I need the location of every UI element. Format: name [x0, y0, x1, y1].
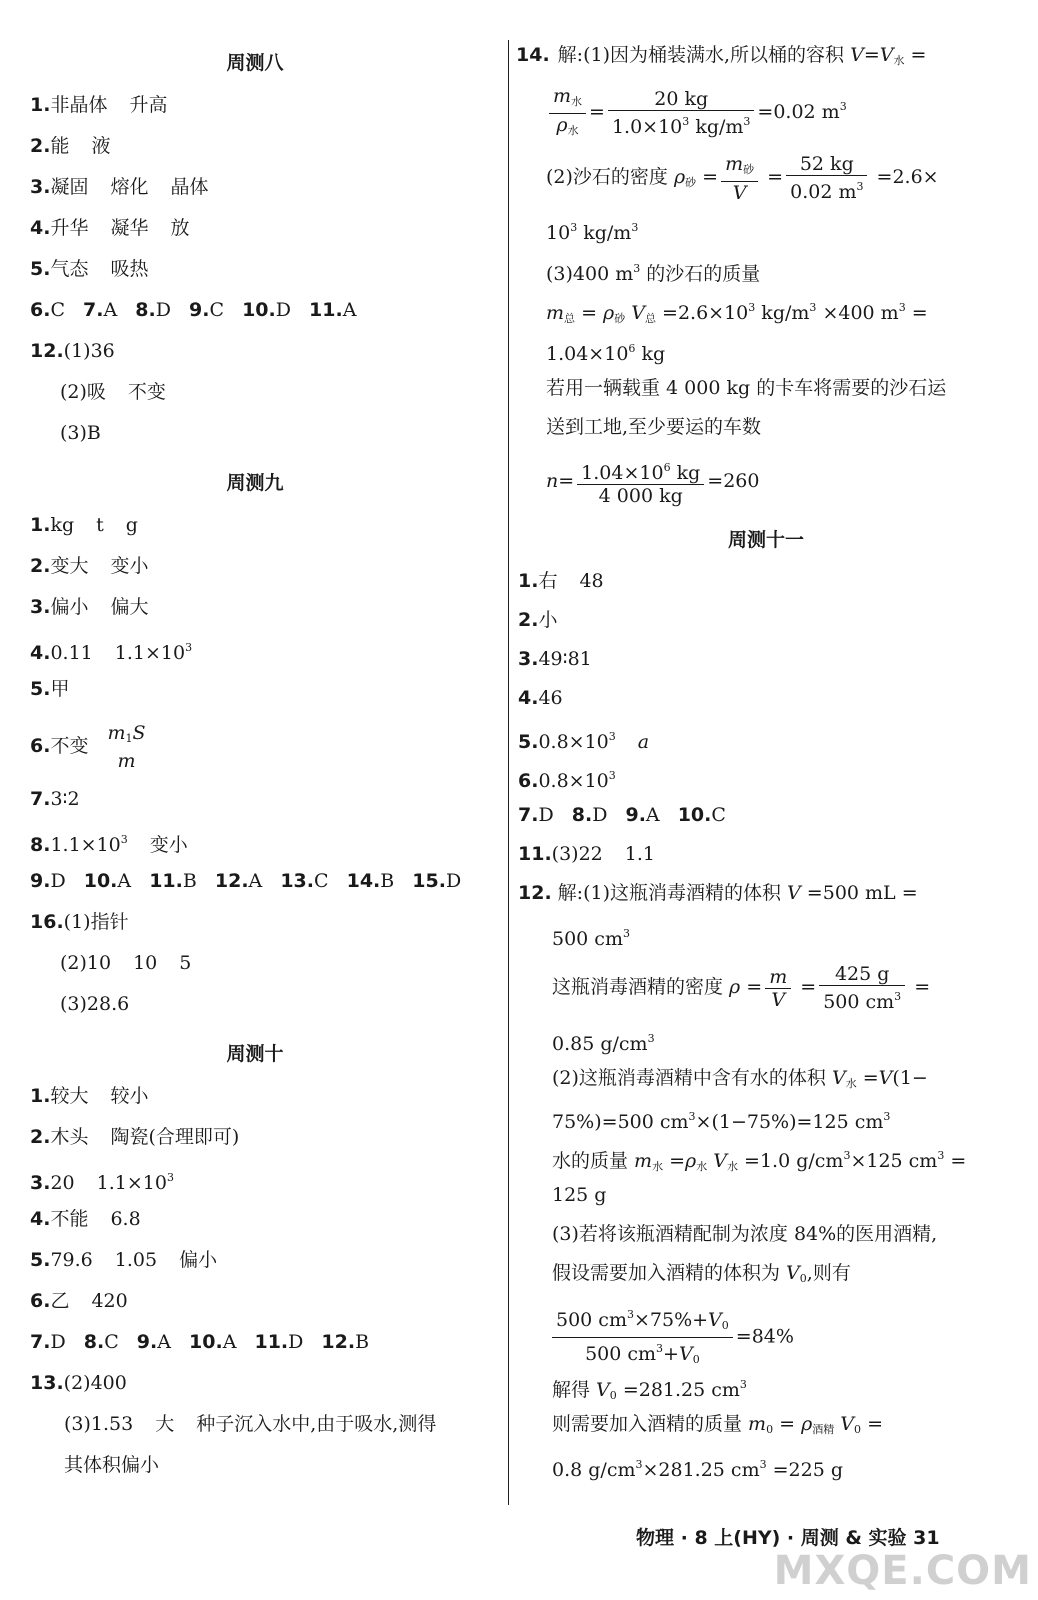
section-title: 周测十	[226, 1043, 284, 1065]
answer-line: 13.(2)400	[30, 1372, 127, 1394]
answer-line: 1.非晶体 升高	[30, 94, 168, 116]
formula-line: 解得 $V_0 =281.25$ $cm^3$	[552, 1378, 747, 1402]
formula-line: $m_总 = \rho_砂$ $V_总 =2.6\times 10^3$ $kg/m^3 \times 400$ $m^3$ =	[546, 301, 928, 325]
answer-line: 7.D 8.D 9.A 10.C	[518, 804, 726, 826]
answer-line: 3.偏小 偏大	[30, 596, 149, 618]
answer-line: 12.(1)36	[30, 340, 115, 362]
answer-line: 9.D 10.A 11.B 12.A 13.C 14.B 15.D	[30, 870, 462, 892]
fraction: $\frac{m_砂}{V}$	[721, 153, 758, 204]
answer-line: 14. 解:(1)因为桶装满水,所以桶的容积 $V=V_水$ =	[516, 44, 927, 67]
section-title: 周测九	[226, 472, 284, 494]
answer-line: 3.20 $1.1\times 10^3$	[30, 1171, 174, 1194]
answer-line: 6.不变 $m_1S$ m	[30, 722, 153, 772]
answer-line: 送到工地,至少要运的车数	[546, 416, 762, 438]
fraction: $\frac{500 cm^3\times 75\%+V_0}{500 cm^3+V_0}$	[552, 1304, 733, 1371]
answer-line: 7.3∶2	[30, 788, 80, 810]
answer-line: $8.1.1\times 10^3$ 变小	[30, 833, 188, 856]
formula-line: (2)沙石的密度 $\rho_砂$ = $\frac{m_砂}{V}$ = $\frac{52 kg}{0.02 m^3}$ =2.6×	[546, 152, 939, 204]
formula-line: (2)这瓶消毒酒精中含有水的体积 $V_水 =V(1-$	[552, 1067, 928, 1090]
formula-line: 125 g	[552, 1184, 607, 1206]
formula-line: $1.04\times 10^6$ kg	[546, 342, 666, 365]
answer-line: 4.升华 凝华 放	[30, 217, 190, 239]
answer-line: (2)吸 不变	[60, 381, 166, 403]
fraction: $\frac{52 kg}{0.02 m^3}$	[786, 153, 867, 203]
answer-line: 3.49∶81	[518, 648, 592, 670]
formula-line: 0.85 $g/cm^3$	[552, 1032, 655, 1055]
answer-line: $5.0.8\times 10^3$ a	[518, 730, 650, 753]
formula-line: $\frac{500 cm^3\times 75\%+V_0}{500 cm^3+V_0}$ =84%	[552, 1304, 794, 1371]
answer-line: (3)B	[60, 422, 101, 444]
fraction: $m_1S$ m	[107, 722, 146, 772]
answer-line: 12. 解:(1)这瓶消毒酒精的体积 V =500 mL =	[518, 882, 918, 904]
formula-line: 500 $cm^3$	[552, 927, 630, 950]
answer-line: 1.kg t g	[30, 514, 138, 536]
section-title: 周测八	[226, 52, 284, 74]
answer-line: 5.79.6 1.05 偏小	[30, 1249, 218, 1271]
answer-line: 1.较大 较小	[30, 1085, 149, 1107]
formula-line: n= $\frac{1.04\times 10^6 kg}{4 000 kg}$ =260	[546, 456, 759, 507]
formula-line: 0.8 $g/cm^3\times 281.25$ $cm^3 =225$ g	[552, 1458, 844, 1481]
formula-line: 水的质量 $m_水 =\rho_水$ $V_水 =1.0$ $g/cm^3\times 125$ $cm^3$ =	[552, 1149, 967, 1173]
watermark: MXQE.COM	[773, 1548, 1032, 1594]
formula-line: $\frac{m_水}{\rho_水}$ = $\frac{20 kg}{1.0\times 10^3 kg/m^3}$ =0.02 $m^3$	[546, 82, 847, 142]
column-divider	[508, 40, 509, 1505]
answer-line: 4.0.11 $1.1\times 10^3$	[30, 641, 193, 664]
formula-line: 75%)=500 $cm^3\times(1-75\%)=125$ $cm^3$	[552, 1110, 891, 1133]
answer-line: 5.甲	[30, 678, 70, 700]
formula-line: (3)400 $m^3$ 的沙石的质量	[546, 262, 761, 285]
answer-line: 4.不能 6.8	[30, 1208, 141, 1230]
answer-line: (3)若将该瓶酒精配制为浓度 84%的医用酒精,	[552, 1223, 938, 1245]
answer-line: (3)28.6	[60, 993, 130, 1015]
fraction: $\frac{1.04\times 10^6 kg}{4 000 kg}$	[577, 457, 704, 507]
answer-line: (3)1.53 大 种子沉入水中,由于吸水,测得	[64, 1413, 437, 1435]
answer-line: 1.右 48	[518, 570, 604, 592]
formula-line: $10^3$ $kg/m^3$	[546, 221, 639, 244]
answer-line: 若用一辆载重 4 000 kg 的卡车将需要的沙石运	[546, 377, 947, 399]
fraction: $\frac{m_水}{\rho_水}$	[549, 85, 586, 142]
answer-line: 2.变大 变小	[30, 555, 149, 577]
answer-line: 4.46	[518, 687, 563, 709]
answer-line: 3.凝固 熔化 晶体	[30, 176, 209, 198]
fraction: $\frac{m}{V}$	[765, 966, 791, 1011]
answer-line: 2.木头 陶瓷(合理即可)	[30, 1126, 240, 1148]
answer-line: 7.D 8.C 9.A 10.A 11.D 12.B	[30, 1331, 370, 1353]
answer-line: 11.(3)22 1.1	[518, 843, 655, 865]
answer-line: 假设需要加入酒精的体积为 $V_0$,则有	[552, 1262, 851, 1285]
answer-line: 5.气态 吸热	[30, 258, 149, 280]
answer-line: 2.小	[518, 609, 558, 631]
answer-line: 16.(1)指针	[30, 911, 129, 933]
answer-line: 2.能 液	[30, 135, 111, 157]
section-title: 周测十一	[727, 529, 804, 551]
answer-line: $6.0.8\times 10^3$	[518, 769, 616, 792]
formula-line: 这瓶消毒酒精的密度 ρ = $\frac{m}{V}$ = $\frac{425 g}{500 cm^3}$ =	[552, 963, 931, 1013]
answer-line: 6.C 7.A 8.D 9.C 10.D 11.A	[30, 299, 357, 321]
answer-line: (2)10 10 5	[60, 952, 192, 974]
fraction: $\frac{20 kg}{1.0\times 10^3 kg/m^3}$	[608, 88, 754, 138]
fraction: $\frac{425 g}{500 cm^3}$	[819, 963, 905, 1013]
formula-line: 则需要加入酒精的质量 $m_0 = \rho_{酒精}$ $V_0$ =	[552, 1413, 883, 1436]
answer-line: 其体积偏小	[64, 1454, 160, 1476]
page-footer: 物理 · 8 上(HY) · 周测 & 实验 31	[636, 1527, 940, 1549]
answer-line: 6.乙 420	[30, 1290, 128, 1312]
